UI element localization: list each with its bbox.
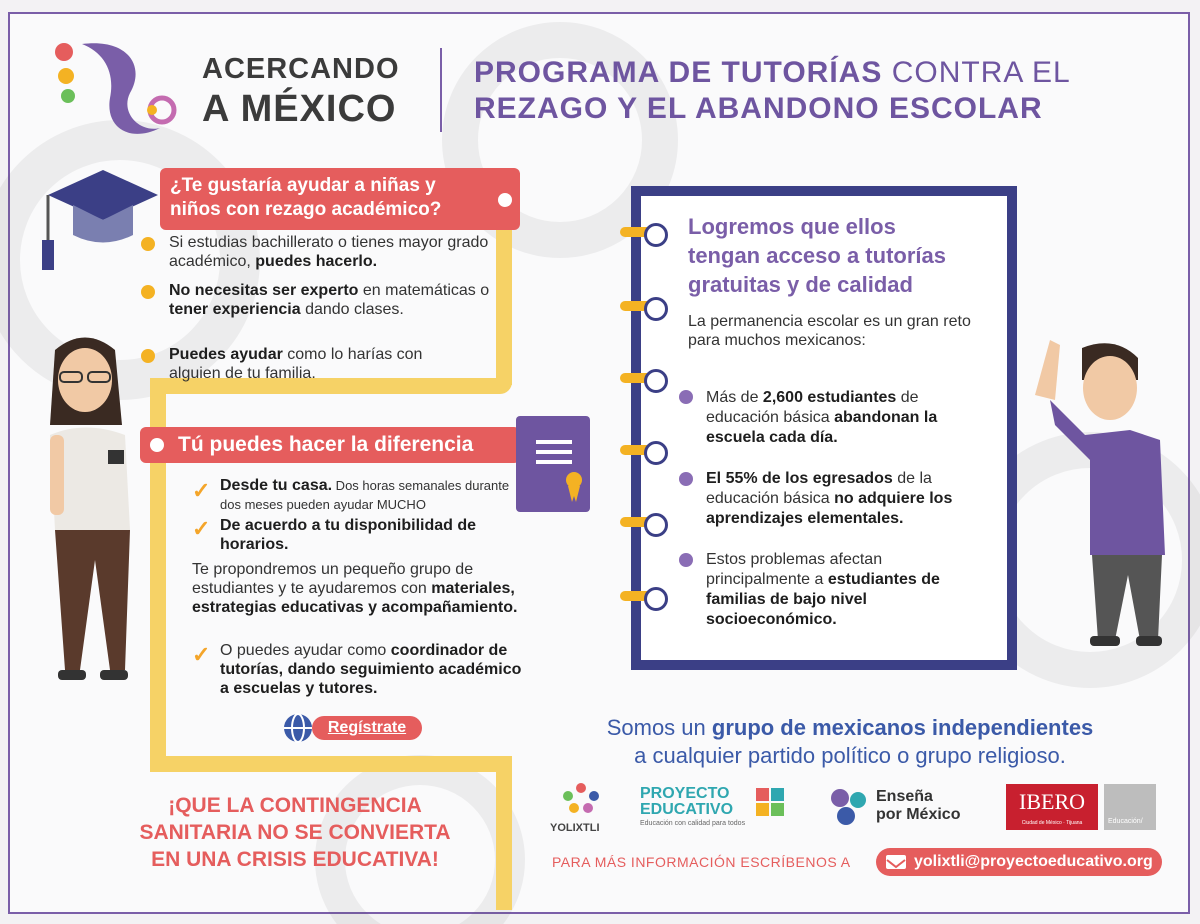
- notebook-ring: [620, 591, 664, 601]
- mail-icon: [886, 855, 906, 869]
- independence-statement: [540, 714, 1160, 770]
- bullet-dot: [141, 237, 155, 251]
- somos-normal: Somos un: [606, 715, 712, 740]
- path-segment: [496, 760, 512, 910]
- somos-bold: grupo de mexicanos independientes: [711, 715, 1094, 740]
- pe-line1: PROYECTO: [640, 785, 730, 802]
- question-line2: niños con rezago académico?: [170, 199, 442, 220]
- email-link[interactable]: [876, 848, 1162, 876]
- ensena-line1: Enseña: [876, 788, 933, 805]
- banner-dot: [498, 193, 512, 207]
- check-1: Desde tu casa. Dos horas semanales durante dos meses pueden ayudar MUCHO: [220, 477, 510, 512]
- ibero-edu-logo: Educación/: [1104, 784, 1156, 830]
- bullet-dot: [141, 285, 155, 299]
- contingency-line: EN UNA CRISIS EDUCATIVA!: [151, 848, 439, 871]
- difference-title: Tú puedes hacer la diferencia: [178, 433, 474, 456]
- stat-1: Más de 2,600 estudiantes de educación básica abandonan la escuela cada día.: [706, 389, 938, 446]
- register-button[interactable]: Regístrate: [312, 716, 422, 740]
- proposal-paragraph: Te propondremos un pequeño grupo de estudiantes y te ayudaremos con materiales, estrategias educativas y acompañamiento.: [192, 561, 518, 616]
- notebook-ring: [620, 517, 664, 527]
- notebook-ring: [620, 373, 664, 383]
- path-segment: [150, 756, 512, 772]
- pe-line2: EDUCATIVO: [640, 801, 734, 818]
- brand-line2: A MÉXICO: [202, 88, 397, 130]
- heading-line: gratuitas y de calidad: [688, 272, 913, 297]
- ensena-line2: por México: [876, 806, 961, 823]
- title-light: CONTRA EL: [891, 56, 1071, 89]
- difference-banner: [140, 427, 520, 463]
- question-banner: [160, 168, 520, 230]
- heading-line: tengan acceso a tutorías: [688, 243, 946, 268]
- contact-label: PARA MÁS INFORMACIÓN ESCRÍBENOS A: [552, 854, 851, 870]
- check-icon: ✓: [192, 516, 211, 541]
- contingency-message: [100, 792, 490, 873]
- ensena-logo-icon: [828, 786, 870, 828]
- check-icon: ✓: [192, 478, 211, 503]
- notebook-ring: [620, 445, 664, 455]
- yolixtli-logo-icon: [558, 778, 604, 818]
- ibero-text: IBERO: [1019, 789, 1085, 814]
- email-text: yolixtli@proyectoeducativo.org: [914, 853, 1153, 870]
- stat-2: El 55% de los egresados de la educación básica no adquiere los aprendizajes elementales.: [706, 470, 953, 527]
- check-icon: ✓: [192, 642, 211, 667]
- right-intro: La permanencia escolar es un gran reto para muchos mexicanos:: [688, 313, 971, 349]
- man-illustration: [1020, 340, 1170, 660]
- bullet-dot: [679, 472, 693, 486]
- contingency-line: ¡QUE LA CONTINGENCIA: [168, 794, 422, 817]
- page-title-line2: REZAGO Y EL ABANDONO ESCOLAR: [474, 92, 1043, 125]
- right-heading: [688, 212, 998, 299]
- question-line1: ¿Te gustaría ayudar a niñas y: [170, 175, 436, 196]
- proyecto-educativo-icon: [756, 788, 784, 816]
- bullet-dot: [679, 553, 693, 567]
- globe-icon: [282, 712, 314, 744]
- bullet-1: Si estudias bachillerato o tienes mayor grado académico, puedes hacerlo.: [169, 234, 489, 270]
- title-bold: PROGRAMA DE TUTORÍAS: [474, 56, 883, 89]
- yolixtli-label: YOLIXTLI: [550, 822, 600, 834]
- pe-tagline: Educación con calidad para todos: [640, 820, 746, 827]
- brand-line1: ACERCANDO: [202, 53, 400, 85]
- proyecto-educativo-logo: [640, 786, 733, 818]
- bullet-3: Puedes ayudar como lo harías con alguien de tu familia.: [169, 346, 423, 382]
- contingency-line: SANITARIA NO SE CONVIERTA: [139, 821, 451, 844]
- header-divider: [440, 48, 442, 132]
- graduation-cap-icon: [38, 165, 168, 275]
- certificate-icon: [512, 412, 594, 516]
- bullet-dot: [679, 390, 693, 404]
- bullet-2: No necesitas ser experto en matemáticas o tener experiencia dando clases.: [169, 282, 490, 318]
- somos-line2: a cualquier partido político o grupo religioso.: [634, 743, 1066, 768]
- check-3: O puedes ayudar como coordinador de tutorías, dando seguimiento académico a escuelas y tutores.: [220, 642, 522, 697]
- banner-dot: [150, 438, 164, 452]
- stat-3: Estos problemas afectan principalmente a estudiantes de familias de bajo nivel socioeconómico.: [706, 551, 940, 628]
- check-2: De acuerdo a tu disponibilidad de horarios.: [220, 517, 477, 553]
- ibero-logo: [1006, 784, 1098, 830]
- acercando-logo-icon: [50, 38, 190, 138]
- ensena-label: [876, 788, 960, 824]
- notebook-ring: [620, 301, 664, 311]
- heading-line: Logremos que ellos: [688, 214, 896, 239]
- notebook-ring: [620, 227, 664, 237]
- ibero-small: Ciudad de México · Tijuana: [1021, 820, 1083, 826]
- page-title: [474, 56, 1071, 90]
- woman-illustration: [30, 330, 145, 700]
